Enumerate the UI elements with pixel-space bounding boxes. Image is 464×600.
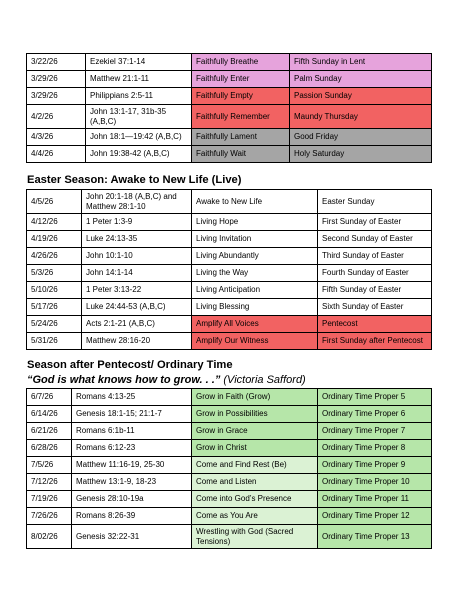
date-cell: 8/02/26 (27, 525, 72, 549)
day-cell: Ordinary Time Proper 12 (318, 508, 432, 525)
theme-cell: Grow in Christ (192, 440, 318, 457)
day-cell: Good Friday (290, 129, 432, 146)
ordinary-time-schedule-table (26, 388, 432, 549)
table-row (27, 389, 432, 406)
day-cell: Second Sunday of Easter (318, 231, 432, 248)
theme-cell: Grow in Grace (192, 423, 318, 440)
day-cell: Maundy Thursday (290, 105, 432, 129)
reading-cell: John 13:1-17, 31b-35 (A,B,C) (86, 105, 192, 129)
theme-cell: Amplify All Voices (192, 316, 318, 333)
date-cell: 4/12/26 (27, 214, 82, 231)
easter-schedule-table (26, 189, 432, 350)
theme-cell: Faithfully Lament (192, 129, 290, 146)
date-cell: 7/19/26 (27, 491, 72, 508)
day-cell: First Sunday after Pentecost (318, 333, 432, 350)
theme-cell: Living Invitation (192, 231, 318, 248)
day-cell: Pentecost (318, 316, 432, 333)
theme-cell: Wrestling with God (Sacred Tensions) (192, 525, 318, 549)
reading-cell: Romans 6:1b-11 (72, 423, 192, 440)
reading-cell: Matthew 28:16-20 (82, 333, 192, 350)
table-row (27, 129, 432, 146)
date-cell: 4/5/26 (27, 190, 82, 214)
date-cell: 6/7/26 (27, 389, 72, 406)
theme-cell: Awake to New Life (192, 190, 318, 214)
date-cell: 5/24/26 (27, 316, 82, 333)
day-cell: Fifth Sunday in Lent (290, 54, 432, 71)
day-cell: Easter Sunday (318, 190, 432, 214)
table-row (27, 508, 432, 525)
theme-cell: Living Hope (192, 214, 318, 231)
table-row (27, 474, 432, 491)
day-cell: Ordinary Time Proper 8 (318, 440, 432, 457)
table-row (27, 190, 432, 214)
quote-credit: (Victoria Safford) (223, 374, 306, 386)
theme-cell: Come and Find Rest (Be) (192, 457, 318, 474)
date-cell: 3/29/26 (27, 71, 86, 88)
day-cell: First Sunday of Easter (318, 214, 432, 231)
reading-cell: John 18:1—19:42 (A,B,C) (86, 129, 192, 146)
reading-cell: Romans 8:26-39 (72, 508, 192, 525)
table-row (27, 248, 432, 265)
theme-cell: Come into God’s Presence (192, 491, 318, 508)
day-cell: Palm Sunday (290, 71, 432, 88)
table-row (27, 231, 432, 248)
theme-cell: Faithfully Wait (192, 146, 290, 163)
date-cell: 5/17/26 (27, 299, 82, 316)
day-cell: Fifth Sunday of Easter (318, 282, 432, 299)
date-cell: 4/2/26 (27, 105, 86, 129)
table-row (27, 282, 432, 299)
theme-cell: Faithfully Breathe (192, 54, 290, 71)
day-cell: Third Sunday of Easter (318, 248, 432, 265)
table-row (27, 105, 432, 129)
reading-cell: John 20:1-18 (A,B,C) and Matthew 28:1-10 (82, 190, 192, 214)
date-cell: 3/29/26 (27, 88, 86, 105)
table-row (27, 88, 432, 105)
reading-cell: Genesis 32:22-31 (72, 525, 192, 549)
date-cell: 5/31/26 (27, 333, 82, 350)
lent-schedule-table (26, 53, 432, 163)
day-cell: Ordinary Time Proper 5 (318, 389, 432, 406)
reading-cell: John 14:1-14 (82, 265, 192, 282)
reading-cell: 1 Peter 3:13-22 (82, 282, 192, 299)
day-cell: Ordinary Time Proper 11 (318, 491, 432, 508)
reading-cell: Luke 24:13-35 (82, 231, 192, 248)
reading-cell: Ezekiel 37:1-14 (86, 54, 192, 71)
date-cell: 4/19/26 (27, 231, 82, 248)
date-cell: 5/3/26 (27, 265, 82, 282)
table-row (27, 214, 432, 231)
theme-cell: Faithfully Enter (192, 71, 290, 88)
theme-cell: Faithfully Remember (192, 105, 290, 129)
table-row (27, 406, 432, 423)
theme-cell: Come and Listen (192, 474, 318, 491)
easter-section-heading: Easter Season: Awake to New Life (Live) (27, 174, 242, 186)
date-cell: 4/3/26 (27, 129, 86, 146)
reading-cell: Romans 6:12-23 (72, 440, 192, 457)
ordinary-time-quote (27, 374, 306, 386)
reading-cell: Matthew 13:1-9, 18-23 (72, 474, 192, 491)
quote-text: “God is what knows how to grow. . .” (27, 374, 221, 386)
date-cell: 7/26/26 (27, 508, 72, 525)
date-cell: 7/12/26 (27, 474, 72, 491)
date-cell: 4/26/26 (27, 248, 82, 265)
date-cell: 5/10/26 (27, 282, 82, 299)
theme-cell: Grow in Possibilities (192, 406, 318, 423)
day-cell: Ordinary Time Proper 6 (318, 406, 432, 423)
table-row (27, 316, 432, 333)
date-cell: 4/4/26 (27, 146, 86, 163)
day-cell: Passion Sunday (290, 88, 432, 105)
day-cell: Holy Saturday (290, 146, 432, 163)
table-row (27, 525, 432, 549)
day-cell: Fourth Sunday of Easter (318, 265, 432, 282)
day-cell: Ordinary Time Proper 9 (318, 457, 432, 474)
ordinary-time-heading: Season after Pentecost/ Ordinary Time (27, 359, 233, 371)
table-row (27, 457, 432, 474)
table-row (27, 333, 432, 350)
reading-cell: Genesis 18:1-15; 21:1-7 (72, 406, 192, 423)
date-cell: 7/5/26 (27, 457, 72, 474)
table-row (27, 440, 432, 457)
theme-cell: Grow in Faith (Grow) (192, 389, 318, 406)
table-row (27, 265, 432, 282)
theme-cell: Living the Way (192, 265, 318, 282)
date-cell: 6/28/26 (27, 440, 72, 457)
table-row (27, 146, 432, 163)
day-cell: Ordinary Time Proper 10 (318, 474, 432, 491)
table-row (27, 423, 432, 440)
reading-cell: 1 Peter 1:3-9 (82, 214, 192, 231)
reading-cell: Matthew 21:1-11 (86, 71, 192, 88)
reading-cell: Romans 4:13-25 (72, 389, 192, 406)
table-row (27, 299, 432, 316)
day-cell: Ordinary Time Proper 13 (318, 525, 432, 549)
day-cell: Sixth Sunday of Easter (318, 299, 432, 316)
table-row (27, 491, 432, 508)
reading-cell: Genesis 28:10-19a (72, 491, 192, 508)
day-cell: Ordinary Time Proper 7 (318, 423, 432, 440)
table-row (27, 71, 432, 88)
theme-cell: Come as You Are (192, 508, 318, 525)
reading-cell: John 19:38-42 (A,B,C) (86, 146, 192, 163)
theme-cell: Faithfully Empty (192, 88, 290, 105)
theme-cell: Living Blessing (192, 299, 318, 316)
table-row (27, 54, 432, 71)
date-cell: 3/22/26 (27, 54, 86, 71)
reading-cell: John 10:1-10 (82, 248, 192, 265)
reading-cell: Acts 2:1-21 (A,B,C) (82, 316, 192, 333)
reading-cell: Matthew 11:16-19, 25-30 (72, 457, 192, 474)
date-cell: 6/21/26 (27, 423, 72, 440)
reading-cell: Luke 24:44-53 (A,B,C) (82, 299, 192, 316)
reading-cell: Philippians 2:5-11 (86, 88, 192, 105)
theme-cell: Living Abundantly (192, 248, 318, 265)
theme-cell: Amplify Our Witness (192, 333, 318, 350)
date-cell: 6/14/26 (27, 406, 72, 423)
theme-cell: Living Anticipation (192, 282, 318, 299)
